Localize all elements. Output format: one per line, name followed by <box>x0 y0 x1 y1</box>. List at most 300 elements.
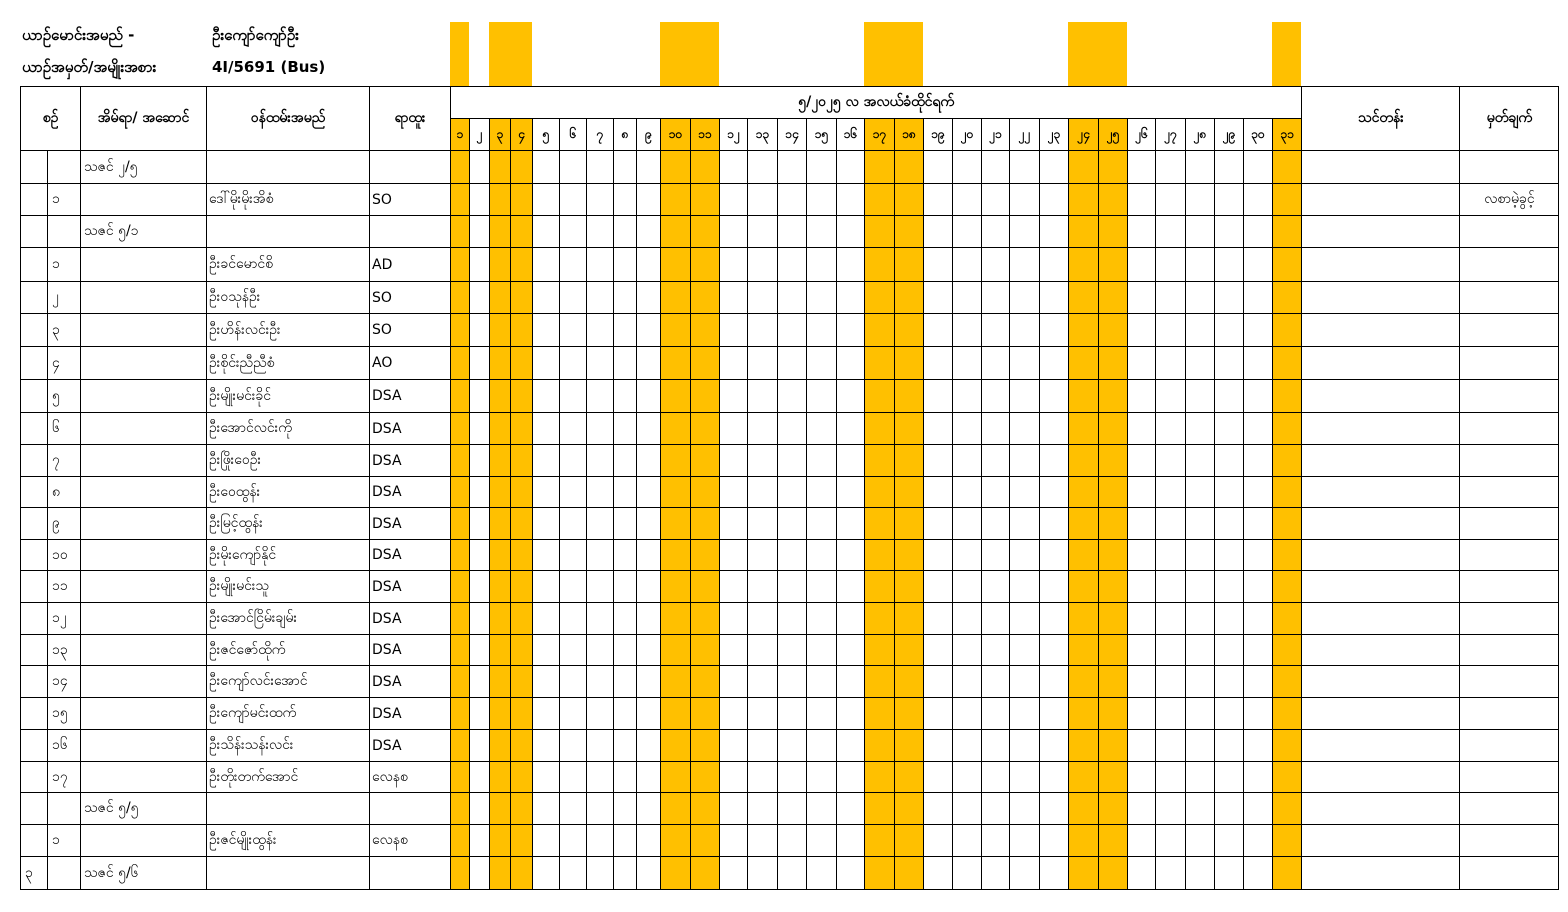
day-cell <box>691 825 720 857</box>
day-cell <box>982 248 1010 282</box>
day-cell <box>691 698 720 730</box>
remark-cell <box>1460 477 1559 508</box>
day-cell <box>1244 666 1273 698</box>
day-cell <box>1069 698 1099 730</box>
day-cell <box>661 508 691 540</box>
day-cell <box>1040 540 1069 571</box>
day-cell <box>1010 314 1040 347</box>
day-cell <box>451 666 470 698</box>
fee-cell <box>1302 248 1460 282</box>
day-cell <box>490 857 511 890</box>
day-cell <box>470 793 490 825</box>
day-cell <box>1156 571 1186 603</box>
day-cell <box>451 347 470 380</box>
day-cell <box>451 540 470 571</box>
day-cell <box>637 571 661 603</box>
day-cell <box>451 793 470 825</box>
day-cell <box>1215 216 1244 248</box>
day-cell <box>661 380 691 413</box>
day-cell <box>1215 635 1244 666</box>
day-cell <box>953 445 982 477</box>
day-header: ၂ <box>470 119 490 151</box>
day-cell <box>661 762 691 793</box>
day-cell <box>1244 857 1273 890</box>
day-cell <box>490 413 511 445</box>
day-cell <box>778 698 807 730</box>
day-cell <box>748 445 778 477</box>
sub-cell: ၇ <box>48 445 81 477</box>
day-cell <box>1215 413 1244 445</box>
day-cell <box>748 380 778 413</box>
fee-cell <box>1302 347 1460 380</box>
day-cell <box>895 248 924 282</box>
day-cell <box>661 314 691 347</box>
day-cell <box>470 477 490 508</box>
rank-cell: AD <box>370 248 451 282</box>
day-cell <box>895 762 924 793</box>
day-cell <box>953 825 982 857</box>
day-cell <box>924 666 953 698</box>
day-cell <box>560 151 587 184</box>
day-cell <box>587 151 614 184</box>
day-cell <box>533 413 560 445</box>
day-cell <box>953 216 982 248</box>
day-header: ၅ <box>533 119 560 151</box>
day-cell <box>807 635 837 666</box>
day-cell <box>807 762 837 793</box>
day-cell <box>1099 571 1128 603</box>
day-cell <box>560 762 587 793</box>
fee-cell <box>1302 314 1460 347</box>
day-cell <box>807 857 837 890</box>
remark-cell <box>1460 508 1559 540</box>
day-cell <box>895 314 924 347</box>
day-cell <box>691 793 720 825</box>
day-cell <box>837 635 865 666</box>
day-cell <box>637 635 661 666</box>
day-cell <box>1010 571 1040 603</box>
day-cell <box>490 380 511 413</box>
day-cell <box>637 477 661 508</box>
day-cell <box>614 248 637 282</box>
day-cell <box>1128 508 1156 540</box>
day-cell <box>614 730 637 762</box>
day-header: ၉ <box>637 119 661 151</box>
day-cell <box>661 730 691 762</box>
day-cell <box>1010 282 1040 314</box>
day-cell <box>490 445 511 477</box>
day-cell <box>1215 184 1244 216</box>
room-cell <box>81 540 207 571</box>
remark-cell <box>1460 762 1559 793</box>
day-cell <box>533 603 560 635</box>
day-cell <box>778 825 807 857</box>
remark-cell <box>1460 282 1559 314</box>
day-cell <box>511 698 533 730</box>
sub-cell <box>48 151 81 184</box>
day-cell <box>865 825 895 857</box>
col-header-name: ဝန်ထမ်းအမည် <box>207 87 370 151</box>
day-cell <box>837 571 865 603</box>
fee-cell <box>1302 445 1460 477</box>
day-cell <box>1010 635 1040 666</box>
day-cell <box>895 347 924 380</box>
day-cell <box>895 413 924 445</box>
day-cell <box>1069 603 1099 635</box>
day-cell <box>451 571 470 603</box>
day-cell <box>1128 603 1156 635</box>
day-cell <box>1215 445 1244 477</box>
day-cell <box>1040 282 1069 314</box>
fee-cell <box>1302 698 1460 730</box>
day-header: ၃၀ <box>1244 119 1273 151</box>
day-cell <box>807 540 837 571</box>
day-cell <box>748 698 778 730</box>
day-cell <box>1069 477 1099 508</box>
day-cell <box>560 216 587 248</box>
day-cell <box>1069 445 1099 477</box>
day-cell <box>614 603 637 635</box>
day-cell <box>865 793 895 825</box>
remark-cell <box>1460 380 1559 413</box>
day-cell <box>837 603 865 635</box>
day-cell <box>953 314 982 347</box>
day-header: ၁၁ <box>691 119 720 151</box>
day-cell <box>1244 730 1273 762</box>
day-cell <box>490 184 511 216</box>
day-cell <box>1010 248 1040 282</box>
day-cell <box>511 413 533 445</box>
day-cell <box>982 445 1010 477</box>
day-cell <box>1273 730 1302 762</box>
day-cell <box>451 282 470 314</box>
remark-cell <box>1460 445 1559 477</box>
room-cell <box>81 762 207 793</box>
room-cell <box>81 413 207 445</box>
room-cell <box>81 477 207 508</box>
day-cell <box>895 216 924 248</box>
day-cell <box>720 216 748 248</box>
sub-cell: ၄ <box>48 347 81 380</box>
day-cell <box>533 380 560 413</box>
day-cell <box>1156 730 1186 762</box>
col-header-remark: မှတ်ချက် <box>1460 87 1559 151</box>
day-cell <box>587 380 614 413</box>
day-cell <box>451 216 470 248</box>
day-cell <box>451 698 470 730</box>
day-cell <box>1156 413 1186 445</box>
day-cell <box>865 282 895 314</box>
day-cell <box>1156 857 1186 890</box>
room-cell <box>81 508 207 540</box>
day-cell <box>807 413 837 445</box>
day-cell <box>1156 216 1186 248</box>
day-cell <box>1215 762 1244 793</box>
day-cell <box>587 730 614 762</box>
day-cell <box>895 730 924 762</box>
day-cell <box>720 825 748 857</box>
day-cell <box>533 540 560 571</box>
sr-cell <box>21 184 48 216</box>
highlight-band <box>489 22 510 86</box>
day-cell <box>953 857 982 890</box>
day-cell <box>895 508 924 540</box>
fee-cell <box>1302 571 1460 603</box>
day-cell <box>661 216 691 248</box>
sr-cell: ၃ <box>21 857 48 890</box>
day-cell <box>924 762 953 793</box>
day-cell <box>533 184 560 216</box>
day-cell <box>661 413 691 445</box>
rank-cell: DSA <box>370 666 451 698</box>
day-cell <box>778 151 807 184</box>
day-cell <box>1215 248 1244 282</box>
day-cell <box>953 347 982 380</box>
day-cell <box>661 857 691 890</box>
day-cell <box>451 413 470 445</box>
day-cell <box>661 282 691 314</box>
day-cell <box>587 825 614 857</box>
day-cell <box>470 540 490 571</box>
sr-cell <box>21 635 48 666</box>
sr-cell <box>21 698 48 730</box>
sr-cell <box>21 762 48 793</box>
day-cell <box>1273 445 1302 477</box>
day-cell <box>614 635 637 666</box>
day-cell <box>1186 347 1215 380</box>
day-cell <box>895 825 924 857</box>
sub-cell: ၉ <box>48 508 81 540</box>
day-cell <box>865 603 895 635</box>
day-cell <box>637 445 661 477</box>
sr-cell <box>21 666 48 698</box>
day-cell <box>865 730 895 762</box>
day-cell <box>982 698 1010 730</box>
day-cell <box>720 635 748 666</box>
day-header: ၂၉ <box>1215 119 1244 151</box>
day-cell <box>587 635 614 666</box>
rank-cell <box>370 216 451 248</box>
day-cell <box>533 347 560 380</box>
rank-cell: DSA <box>370 540 451 571</box>
day-cell <box>837 282 865 314</box>
room-cell <box>81 282 207 314</box>
name-cell <box>207 793 370 825</box>
day-cell <box>533 793 560 825</box>
sub-cell <box>48 216 81 248</box>
name-cell: ဦးဟိန်းလင်းဦး <box>207 314 370 347</box>
day-cell <box>1010 762 1040 793</box>
day-cell <box>1040 314 1069 347</box>
name-cell <box>207 857 370 890</box>
day-cell <box>560 635 587 666</box>
day-cell <box>1128 151 1156 184</box>
day-cell <box>1215 571 1244 603</box>
highlight-band <box>864 22 894 86</box>
table-row <box>21 666 1559 698</box>
day-cell <box>837 730 865 762</box>
col-header-fee: သင်တန်း <box>1302 87 1460 151</box>
day-header: ၃ <box>490 119 511 151</box>
day-cell <box>1186 445 1215 477</box>
day-cell <box>614 347 637 380</box>
day-cell <box>587 540 614 571</box>
sub-cell: ၁၃ <box>48 635 81 666</box>
day-cell <box>1099 793 1128 825</box>
col-header-room: အိမ်ရာ/ အဆောင် <box>81 87 207 151</box>
day-cell <box>511 603 533 635</box>
day-cell <box>982 762 1010 793</box>
day-cell <box>807 698 837 730</box>
day-cell <box>511 248 533 282</box>
day-cell <box>1099 314 1128 347</box>
day-cell <box>1069 635 1099 666</box>
sr-cell <box>21 151 48 184</box>
day-cell <box>470 508 490 540</box>
day-cell <box>748 762 778 793</box>
day-cell <box>1244 571 1273 603</box>
table-row <box>21 282 1559 314</box>
sub-cell: ၂ <box>48 282 81 314</box>
day-cell <box>1069 793 1099 825</box>
day-cell <box>637 698 661 730</box>
day-cell <box>1128 216 1156 248</box>
day-cell <box>511 666 533 698</box>
day-cell <box>1099 635 1128 666</box>
day-cell <box>1099 282 1128 314</box>
day-cell <box>560 477 587 508</box>
day-cell <box>865 571 895 603</box>
day-cell <box>661 698 691 730</box>
day-cell <box>587 571 614 603</box>
day-cell <box>1273 282 1302 314</box>
table-row <box>21 825 1559 857</box>
day-cell <box>587 184 614 216</box>
day-cell <box>1010 666 1040 698</box>
day-header: ၄ <box>511 119 533 151</box>
day-cell <box>1156 698 1186 730</box>
day-cell <box>533 216 560 248</box>
day-cell <box>1099 603 1128 635</box>
day-cell <box>748 635 778 666</box>
day-cell <box>924 825 953 857</box>
day-cell <box>837 151 865 184</box>
day-cell <box>511 282 533 314</box>
day-cell <box>560 540 587 571</box>
day-cell <box>511 508 533 540</box>
day-cell <box>837 762 865 793</box>
day-cell <box>451 477 470 508</box>
rank-cell <box>370 151 451 184</box>
day-cell <box>720 666 748 698</box>
day-cell <box>691 314 720 347</box>
day-header: ၂၃ <box>1040 119 1069 151</box>
rank-cell: DSA <box>370 445 451 477</box>
day-cell <box>1244 216 1273 248</box>
day-cell <box>807 282 837 314</box>
day-cell <box>982 216 1010 248</box>
sr-cell <box>21 282 48 314</box>
day-cell <box>953 698 982 730</box>
day-cell <box>1069 380 1099 413</box>
day-cell <box>1244 603 1273 635</box>
day-cell <box>982 282 1010 314</box>
day-cell <box>953 635 982 666</box>
day-cell <box>837 314 865 347</box>
day-cell <box>691 248 720 282</box>
day-cell <box>1069 508 1099 540</box>
fee-cell <box>1302 184 1460 216</box>
day-cell <box>807 216 837 248</box>
day-cell <box>895 282 924 314</box>
day-cell <box>533 248 560 282</box>
day-cell <box>661 825 691 857</box>
day-cell <box>451 635 470 666</box>
day-cell <box>691 603 720 635</box>
fee-cell <box>1302 216 1460 248</box>
day-cell <box>778 666 807 698</box>
day-cell <box>865 477 895 508</box>
day-cell <box>748 314 778 347</box>
day-cell <box>691 666 720 698</box>
day-cell <box>587 666 614 698</box>
remark-cell <box>1460 248 1559 282</box>
day-cell <box>1040 184 1069 216</box>
day-cell <box>982 540 1010 571</box>
day-cell <box>720 282 748 314</box>
day-cell <box>511 825 533 857</box>
col-header-sr: စဉ် <box>21 87 81 151</box>
day-cell <box>748 571 778 603</box>
day-cell <box>1273 698 1302 730</box>
day-cell <box>587 347 614 380</box>
room-cell <box>81 666 207 698</box>
room-cell <box>81 730 207 762</box>
day-cell <box>1069 666 1099 698</box>
day-cell <box>837 857 865 890</box>
day-cell <box>614 413 637 445</box>
day-cell <box>587 477 614 508</box>
day-cell <box>748 666 778 698</box>
day-cell <box>1128 347 1156 380</box>
highlight-band <box>690 22 719 86</box>
day-cell <box>720 793 748 825</box>
day-cell <box>807 314 837 347</box>
day-cell <box>1244 762 1273 793</box>
day-cell <box>924 151 953 184</box>
remark-cell <box>1460 413 1559 445</box>
day-cell <box>837 508 865 540</box>
day-cell <box>560 248 587 282</box>
day-cell <box>924 508 953 540</box>
day-cell <box>865 540 895 571</box>
remark-cell <box>1460 603 1559 635</box>
day-cell <box>778 445 807 477</box>
day-cell <box>587 793 614 825</box>
day-cell <box>490 216 511 248</box>
day-cell <box>614 151 637 184</box>
day-cell <box>807 793 837 825</box>
day-cell <box>614 793 637 825</box>
name-cell: ဦးဝေထွန်း <box>207 477 370 508</box>
day-cell <box>1128 314 1156 347</box>
day-cell <box>1273 477 1302 508</box>
day-cell <box>778 730 807 762</box>
day-cell <box>895 857 924 890</box>
day-cell <box>614 857 637 890</box>
day-cell <box>1040 508 1069 540</box>
section-label: သဇင် ၅/၁ <box>81 216 207 248</box>
